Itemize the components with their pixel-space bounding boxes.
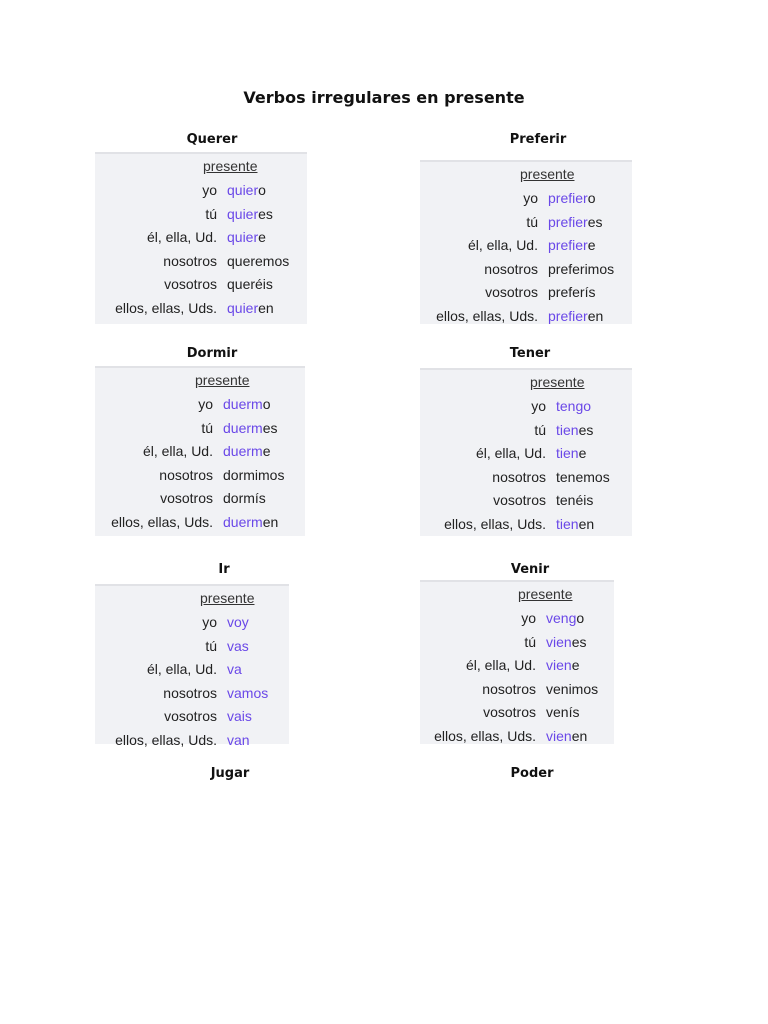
conjugation-row	[420, 190, 632, 212]
verb-stem: prefier	[548, 190, 588, 206]
pronoun-label: yo	[531, 398, 546, 414]
verb-form	[546, 610, 584, 626]
conjugation-row	[420, 469, 632, 491]
pronoun-label: tú	[534, 421, 546, 438]
pronoun-label: tú	[524, 633, 536, 650]
conjugation-row	[420, 728, 614, 750]
conjugation-row	[420, 214, 632, 236]
pronoun-label: ellos, ellas, Uds.	[111, 513, 213, 530]
verb-heading: Jugar	[210, 766, 250, 781]
verb-stem: tien	[556, 445, 579, 461]
verb-stem: quier	[227, 205, 259, 222]
conjugation-row	[95, 206, 307, 228]
verb-form	[227, 182, 266, 198]
conjugation-row	[95, 443, 305, 465]
conjugation-row	[420, 516, 632, 538]
pronoun-label: vosotros	[493, 492, 546, 508]
conjugation-row	[420, 422, 632, 444]
pronoun-label: él, ella, Ud.	[142, 443, 213, 459]
verb-stem: voy	[227, 614, 249, 630]
verb-ending: o	[587, 190, 596, 206]
conjugation-table	[420, 160, 632, 324]
verb-form	[556, 469, 610, 485]
verb-form	[548, 214, 602, 230]
verb-form	[223, 420, 277, 436]
verb-stem: prefier	[548, 237, 588, 253]
pronoun-label: ellos, ellas, Uds.	[115, 731, 217, 748]
conjugation-row	[95, 732, 289, 754]
verb-heading: Querer	[186, 132, 238, 147]
conjugation-row	[420, 681, 614, 703]
conjugation-row	[420, 492, 632, 514]
conjugation-row	[95, 514, 305, 536]
verb-stem: prefier	[548, 307, 588, 324]
pronoun-label: ellos, ellas, Uds.	[115, 299, 217, 316]
verb-form	[548, 261, 614, 277]
verb-ending: go	[575, 398, 592, 414]
tense-header: presente	[195, 372, 250, 388]
verb-form	[227, 300, 274, 316]
pronoun-label: vosotros	[485, 284, 538, 300]
verb-ending: queremos	[227, 252, 290, 269]
verb-ending: en	[571, 727, 588, 744]
pronoun-label: nosotros	[482, 680, 536, 697]
conjugation-row	[420, 657, 614, 679]
pronoun-label: yo	[523, 190, 538, 206]
verb-form	[546, 704, 579, 720]
conjugation-row	[420, 308, 632, 330]
verb-ending: es	[571, 633, 587, 650]
verb-form	[548, 237, 595, 253]
verb-stem: veng	[546, 610, 577, 626]
conjugation-row	[95, 638, 289, 660]
verb-ending: tenemos	[556, 468, 610, 485]
verb-stem: duerm	[223, 513, 263, 530]
conjugation-row	[95, 253, 307, 275]
conjugation-row	[95, 614, 289, 636]
verb-form	[227, 661, 242, 677]
verb-stem: quier	[227, 182, 259, 198]
verb-ending: e	[587, 237, 596, 253]
verb-form	[223, 443, 270, 459]
verb-form	[556, 516, 594, 532]
conjugation-row	[420, 237, 632, 259]
verb-form	[227, 708, 252, 724]
conjugation-row	[420, 398, 632, 420]
verb-stem: quier	[227, 299, 259, 316]
conjugation-row	[95, 661, 289, 683]
pronoun-label: vosotros	[483, 704, 536, 720]
pronoun-label: ellos, ellas, Uds.	[444, 515, 546, 532]
verb-ending: o	[262, 396, 271, 412]
verb-form	[548, 308, 603, 324]
pronoun-label: yo	[202, 182, 217, 198]
verb-stem: vien	[546, 727, 572, 744]
verb-form	[223, 490, 266, 506]
verb-form	[546, 728, 587, 744]
verb-ending: e	[258, 229, 266, 245]
pronoun-label: nosotros	[492, 468, 546, 485]
verb-form	[227, 206, 273, 222]
conjugation-table	[420, 580, 614, 744]
verb-ending: en	[587, 307, 604, 324]
conjugation-table	[95, 152, 307, 324]
verb-ending: o	[576, 610, 585, 626]
verb-heading: Dormir	[186, 346, 238, 361]
verb-ending: dormimos	[223, 466, 285, 483]
verb-form	[227, 638, 249, 654]
verb-ending: es	[262, 419, 278, 436]
conjugation-row	[95, 490, 305, 512]
verb-form	[546, 657, 579, 673]
verb-form	[556, 492, 593, 508]
verb-ending: e	[571, 657, 580, 673]
pronoun-label: yo	[202, 614, 217, 630]
pronoun-label: nosotros	[163, 684, 217, 701]
verb-stem: ten	[556, 398, 576, 414]
verb-form	[548, 284, 595, 300]
pronoun-label: él, ella, Ud.	[146, 229, 217, 245]
pronoun-label: yo	[521, 610, 536, 626]
pronoun-label: nosotros	[159, 466, 213, 483]
verb-form	[223, 467, 284, 483]
conjugation-row	[420, 634, 614, 656]
verb-heading: Venir	[510, 562, 550, 577]
verb-ending: e	[578, 445, 587, 461]
verb-form	[227, 229, 266, 245]
verb-form	[223, 514, 278, 530]
conjugation-table	[95, 366, 305, 536]
conjugation-row	[95, 467, 305, 489]
pronoun-label: tú	[526, 213, 538, 230]
conjugation-table	[95, 584, 289, 748]
pronoun-label: él, ella, Ud.	[475, 445, 546, 461]
verb-heading: Poder	[510, 766, 554, 781]
verb-form	[546, 681, 598, 697]
tense-header: presente	[518, 586, 573, 602]
conjugation-row	[95, 300, 307, 322]
verb-ending: en	[258, 299, 274, 316]
verb-ending: es	[587, 213, 603, 230]
verb-ending: es	[258, 205, 273, 222]
conjugation-table	[420, 368, 632, 536]
verb-form	[556, 398, 591, 414]
verb-stem: prefier	[548, 213, 588, 230]
verb-form	[227, 614, 249, 630]
verb-stem: duerm	[223, 419, 263, 436]
pronoun-label: yo	[198, 396, 213, 412]
verb-ending: dormís	[223, 490, 266, 506]
pronoun-label: nosotros	[163, 252, 217, 269]
verb-heading: Preferir	[509, 132, 567, 147]
verb-stem: vien	[546, 633, 572, 650]
conjugation-row	[95, 276, 307, 298]
verb-form	[548, 190, 595, 206]
page-title: Verbos irregulares en presente	[243, 88, 525, 107]
tense-header: presente	[203, 158, 258, 174]
verb-form	[227, 276, 273, 292]
conjugation-row	[95, 396, 305, 418]
verb-ending: o	[258, 182, 266, 198]
pronoun-label: ellos, ellas, Uds.	[436, 307, 538, 324]
verb-stem: duerm	[223, 443, 263, 459]
verb-heading: Tener	[509, 346, 551, 361]
verb-ending: queréis	[227, 276, 273, 292]
conjugation-row	[420, 704, 614, 726]
verb-ending: e	[262, 443, 271, 459]
verb-ending: venimos	[546, 680, 599, 697]
verb-form	[227, 732, 250, 748]
verb-stem: vas	[227, 637, 249, 654]
verb-ending: en	[262, 513, 279, 530]
pronoun-label: él, ella, Ud.	[467, 237, 538, 253]
conjugation-row	[95, 229, 307, 251]
pronoun-label: vosotros	[164, 276, 217, 292]
verb-form	[227, 253, 289, 269]
pronoun-label: tú	[205, 637, 217, 654]
conjugation-row	[420, 445, 632, 467]
verb-heading: Ir	[218, 562, 230, 577]
verb-form	[556, 445, 586, 461]
conjugation-row	[95, 708, 289, 730]
verb-form	[227, 685, 268, 701]
verb-form	[546, 634, 586, 650]
verb-stem: tien	[556, 515, 579, 532]
verb-stem: quier	[227, 229, 259, 245]
pronoun-label: nosotros	[484, 260, 538, 277]
verb-stem: tien	[556, 421, 579, 438]
pronoun-label: ellos, ellas, Uds.	[434, 727, 536, 744]
verb-ending: es	[578, 421, 594, 438]
conjugation-row	[95, 685, 289, 707]
pronoun-label: tú	[201, 419, 213, 436]
verb-stem: van	[227, 731, 250, 748]
verb-ending: tenéis	[556, 492, 594, 508]
pronoun-label: él, ella, Ud.	[146, 661, 217, 677]
verb-stem: vais	[227, 708, 252, 724]
conjugation-row	[95, 182, 307, 204]
pronoun-label: vosotros	[164, 708, 217, 724]
verb-ending: preferís	[548, 284, 596, 300]
verb-ending: en	[578, 515, 595, 532]
verb-stem: vamos	[227, 684, 269, 701]
tense-header: presente	[530, 374, 585, 390]
tense-header: presente	[200, 590, 255, 606]
conjugation-row	[420, 284, 632, 306]
verb-ending: venís	[546, 704, 580, 720]
tense-header: presente	[520, 166, 575, 182]
verb-stem: duerm	[223, 396, 263, 412]
conjugation-row	[420, 610, 614, 632]
pronoun-label: tú	[205, 205, 217, 222]
verb-form	[223, 396, 270, 412]
conjugation-row	[420, 261, 632, 283]
verb-form	[556, 422, 593, 438]
conjugation-row	[95, 420, 305, 442]
verb-ending: preferimos	[548, 260, 615, 277]
verb-stem: vien	[546, 657, 572, 673]
verb-stem: va	[227, 661, 242, 677]
pronoun-label: él, ella, Ud.	[465, 657, 536, 673]
pronoun-label: vosotros	[160, 490, 213, 506]
